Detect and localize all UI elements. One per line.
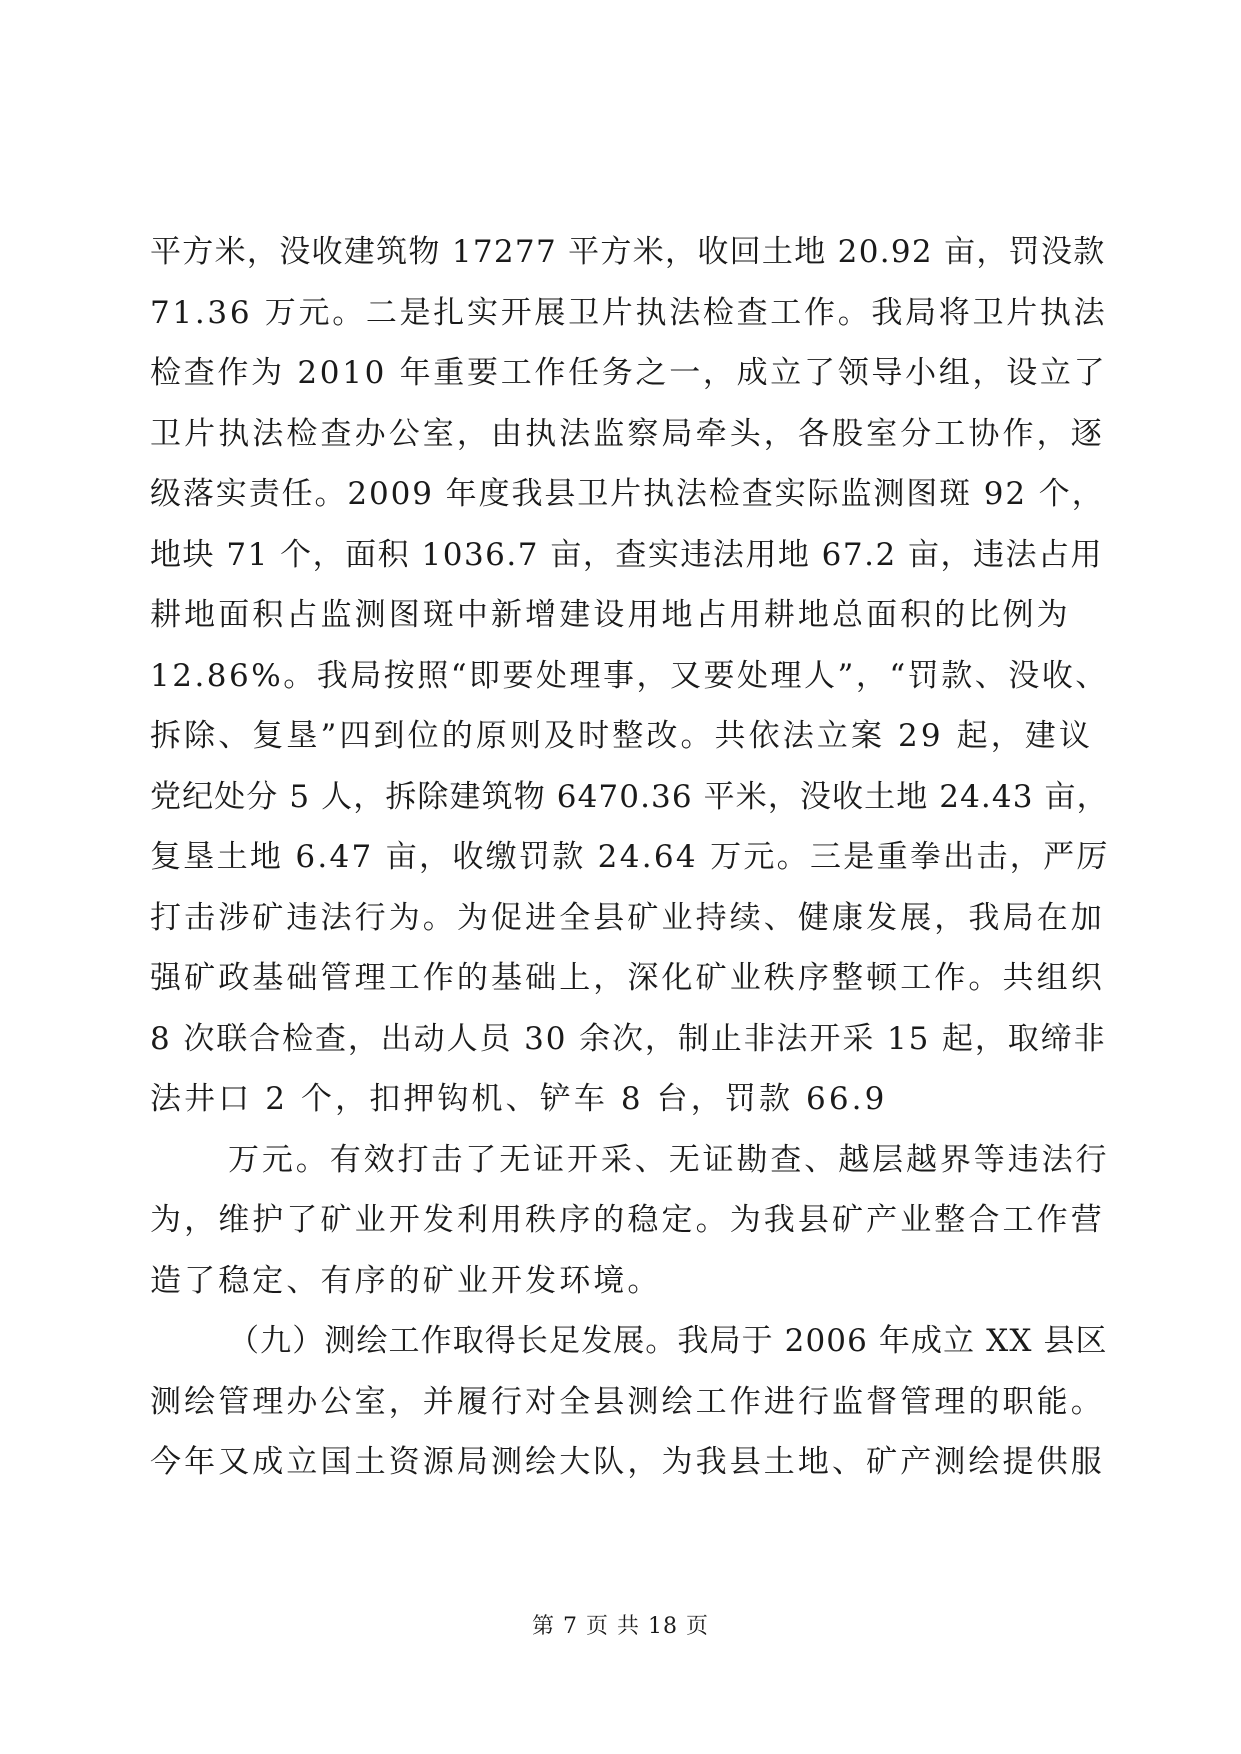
text-line-6: 地块 71 个，面积 1036.7 亩，查实违法用地 67.2 亩，违法占用	[150, 536, 1104, 573]
text-line-8: 12.86%。我局按照“即要处理事，又要处理人”，“罚款、没收、	[150, 657, 1109, 694]
text-line-12: 打击涉矿违法行为。为促进全县矿业持续、健康发展，我局在加	[150, 899, 1105, 936]
text-line-13: 强矿政基础管理工作的基础上，深化矿业秩序整顿工作。共组织	[150, 960, 1105, 996]
text-line-21: 今年又成立国土资源局测绘大队，为我县土地、矿产测绘提供服	[150, 1444, 1105, 1480]
text-line-3: 检查作为 2010 年重要工作任务之一，成立了领导小组，设立了	[150, 355, 1108, 391]
text-line-1: 平方米，没收建筑物 17277 平方米，收回土地 20.92 亩，罚没款	[150, 234, 1106, 270]
text-line-11: 复垦土地 6.47 亩，收缴罚款 24.64 万元。三是重拳出击，严厉	[150, 839, 1110, 875]
text-line-17: 为，维护了矿业开发利用秩序的稳定。为我县矿产业整合工作营	[150, 1202, 1105, 1238]
text-line-18: 造了稳定、有序的矿业开发环境。	[150, 1262, 662, 1299]
text-line-2: 71.36 万元。二是扎实开展卫片执法检查工作。我局将卫片执法	[150, 294, 1108, 331]
text-line-19: （九）测绘工作取得长足发展。我局于 2006 年成立 XX 县区	[228, 1323, 1108, 1359]
text-line-14: 8 次联合检查，出动人员 30 余次，制止非法开采 15 起，取缔非	[150, 1020, 1107, 1057]
page-number-footer: 第 7 页 共 18 页	[532, 1614, 709, 1639]
text-line-15: 法井口 2 个，扣押钩机、铲车 8 台，罚款 66.9	[150, 1081, 888, 1117]
text-line-7: 耕地面积占监测图斑中新增建设用地占用耕地总面积的比例为	[150, 597, 1071, 633]
document-body	[150, 222, 1110, 1493]
text-line-10: 党纪处分 5 人，拆除建筑物 6470.36 平米，没收土地 24.43 亩，	[150, 778, 1109, 815]
text-line-9: 拆除、复垦”四到位的原则及时整改。共依法立案 29 起，建议	[150, 718, 1093, 754]
text-line-20: 测绘管理办公室，并履行对全县测绘工作进行监督管理的职能。	[150, 1383, 1105, 1420]
text-line-5: 级落实责任。2009 年度我县卫片执法检查实际监测图斑 92 个，	[150, 476, 1105, 512]
text-line-16: 万元。有效打击了无证开采、无证勘查、越层越界等违法行	[228, 1141, 1110, 1178]
text-line-4: 卫片执法检查办公室，由执法监察局牵头，各股室分工协作，逐	[150, 415, 1105, 452]
